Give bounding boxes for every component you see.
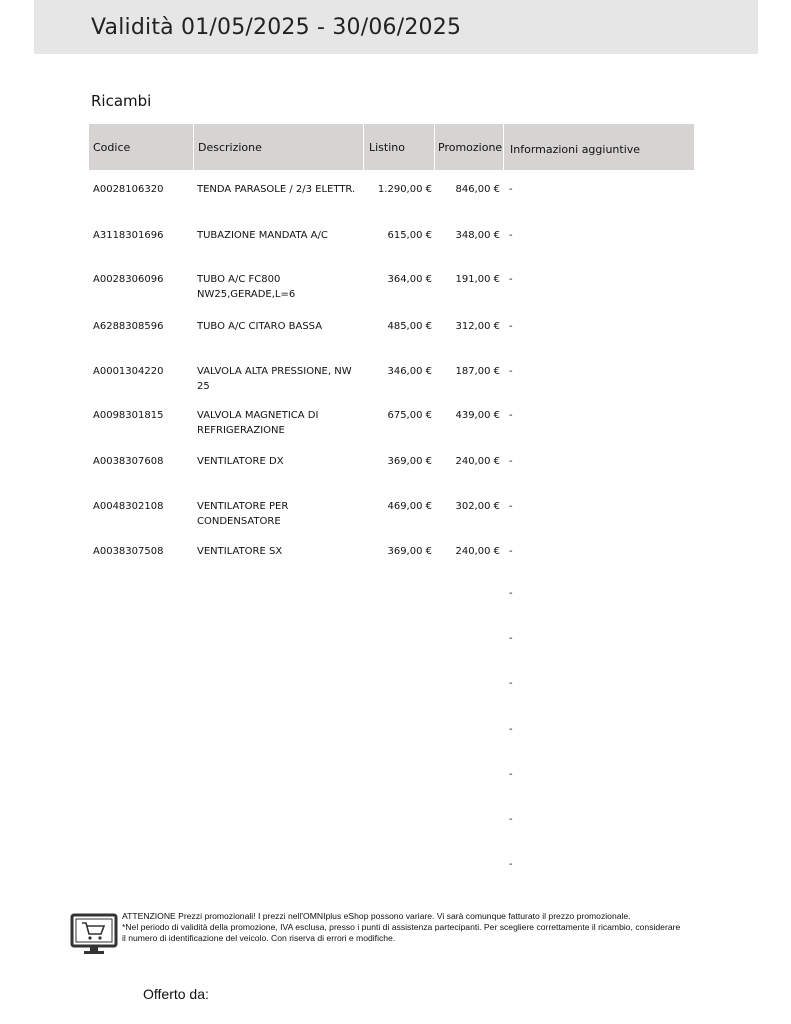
cell-info: -: [509, 410, 513, 421]
cell-promo-price: 302,00 €: [455, 501, 500, 512]
table-header: [89, 124, 694, 170]
cell-code: A0028306096: [93, 274, 164, 285]
cell-promo-price: 191,00 €: [455, 274, 500, 285]
cell-list-price: 469,00 €: [387, 501, 432, 512]
cell-description: VALVOLA ALTA PRESSIONE, NW 25: [197, 366, 352, 392]
cell-code: A3118301696: [93, 230, 164, 241]
cell-code: A0098301815: [93, 410, 164, 421]
column-header-list-price: Listino: [363, 124, 434, 170]
cell-promo-price: 439,00 €: [455, 410, 500, 421]
cart-monitor-icon: [70, 912, 118, 956]
empty-info-cell: -: [509, 633, 513, 644]
section-title: Ricambi: [91, 92, 152, 110]
cell-list-price: 675,00 €: [387, 410, 432, 421]
cell-promo-price: 240,00 €: [455, 456, 500, 467]
cell-description: VALVOLA MAGNETICA DI REFRIGERAZIONE: [197, 410, 319, 436]
cell-description: TUBAZIONE MANDATA A/C: [197, 230, 328, 241]
offered-by-label: Offerto da:: [143, 986, 209, 1002]
empty-info-cell: -: [509, 678, 513, 689]
cell-info: -: [509, 274, 513, 285]
cell-code: A0048302108: [93, 501, 164, 512]
cell-promo-price: 240,00 €: [455, 546, 500, 557]
cell-promo-price: 846,00 €: [455, 184, 500, 195]
empty-info-cell: -: [509, 588, 513, 599]
cell-code: A6288308596: [93, 321, 164, 332]
cell-list-price: 369,00 €: [387, 456, 432, 467]
column-header-description: Descrizione: [193, 124, 363, 170]
column-header-promo-price: Promozione: [434, 124, 503, 170]
cell-description: VENTILATORE PER CONDENSATORE: [197, 501, 289, 527]
cell-promo-price: 348,00 €: [455, 230, 500, 241]
cell-info: -: [509, 321, 513, 332]
empty-info-cell: -: [509, 724, 513, 735]
cell-description: VENTILATORE DX: [197, 456, 284, 467]
cell-promo-price: 312,00 €: [455, 321, 500, 332]
cell-list-price: 485,00 €: [387, 321, 432, 332]
empty-info-cell: -: [509, 769, 513, 780]
cell-list-price: 1.290,00 €: [377, 184, 432, 195]
cell-code: A0028106320: [93, 184, 164, 195]
cell-code: A0038307508: [93, 546, 164, 557]
cell-info: -: [509, 184, 513, 195]
cell-list-price: 615,00 €: [387, 230, 432, 241]
column-header-info: Informazioni aggiuntive: [503, 124, 694, 170]
cell-description: TUBO A/C CITARO BASSA: [197, 321, 323, 332]
cell-description: VENTILATORE SX: [197, 546, 283, 557]
cell-info: -: [509, 230, 513, 241]
cell-code: A0038307608: [93, 456, 164, 467]
cell-description: TENDA PARASOLE / 2/3 ELETTR.: [197, 184, 356, 195]
cell-code: A0001304220: [93, 366, 164, 377]
empty-info-cell: -: [509, 814, 513, 825]
cell-list-price: 346,00 €: [387, 366, 432, 377]
column-header-code: Codice: [93, 140, 131, 154]
cell-info: -: [509, 501, 513, 512]
cell-description: TUBO A/C FC800 NW25,GERADE,L=6: [197, 274, 296, 300]
promo-notice: [122, 911, 682, 944]
cell-info: -: [509, 366, 513, 377]
cell-list-price: 364,00 €: [387, 274, 432, 285]
cell-info: -: [509, 546, 513, 557]
cell-promo-price: 187,00 €: [455, 366, 500, 377]
cell-list-price: 369,00 €: [387, 546, 432, 557]
empty-info-cell: -: [509, 859, 513, 870]
notice-line-2: *Nel periodo di validità della promozione, IVA esclusa, presso i punti di assistenza partecipanti. Per scegliere correttamente il ricambio, considerare il numero di identificazione del veicolo. Con riserva di errori e modifiche.: [122, 922, 681, 943]
cell-info: -: [509, 456, 513, 467]
validity-title: Validità 01/05/2025 - 30/06/2025: [91, 15, 462, 40]
notice-line-1: ATTENZIONE Prezzi promozionali! I prezzi nell'OMNIplus eShop possono variare. Vi sarà comunque fatturato il prezzo promozionale.: [122, 911, 631, 921]
